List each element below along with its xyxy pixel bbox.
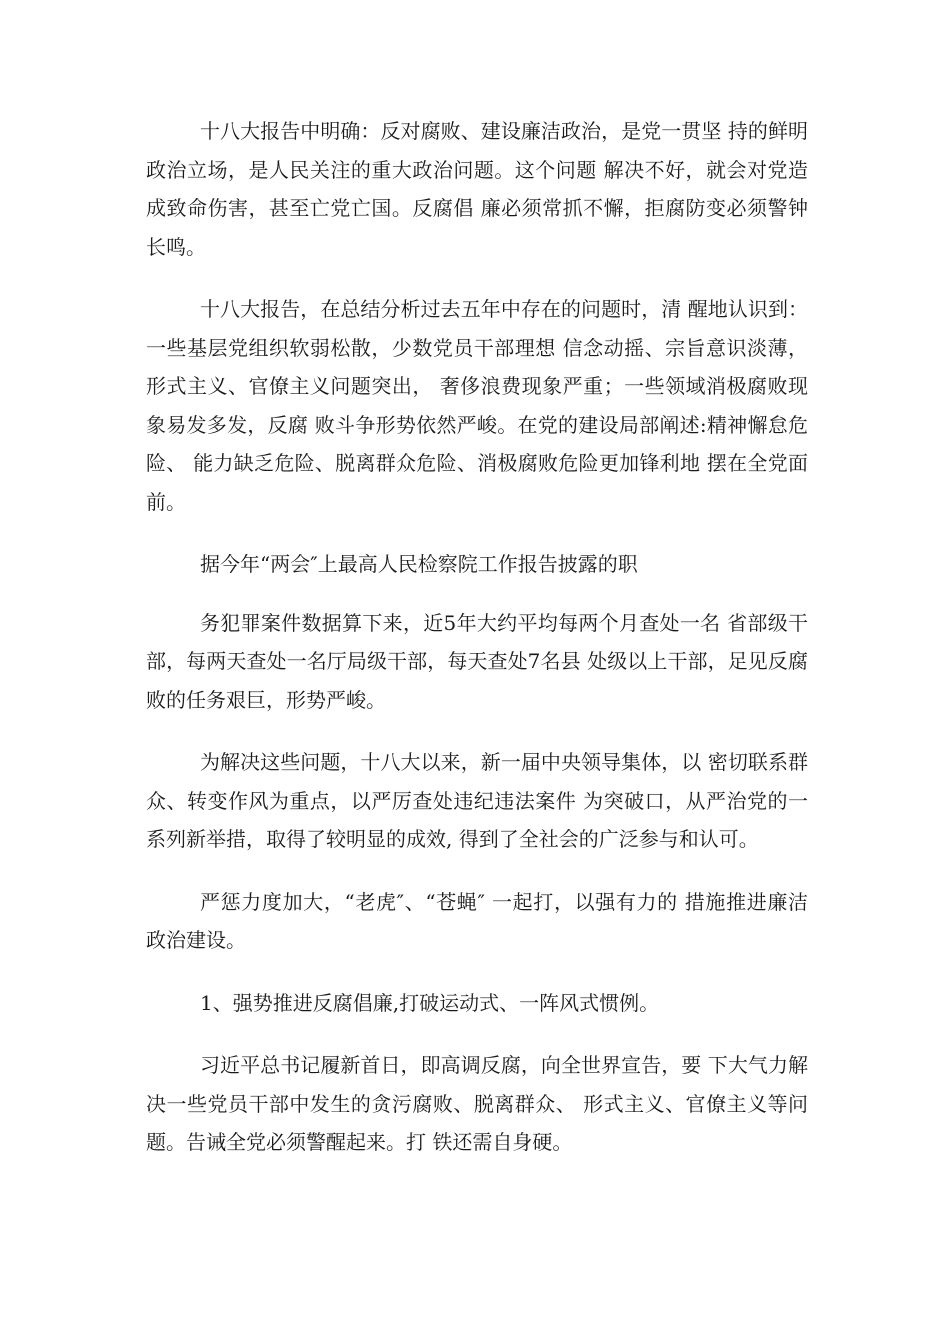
paragraph-4: 务犯罪案件数据算下来，近5年大约平均每两个月查处一名 省部级干部，每两天查处一名厅局级干部，每天查处7名县 处级以上干部，足见反腐败的任务艰巨，形势严峻。 xyxy=(146,610,808,712)
paragraph-2: 十八大报告，在总结分析过去五年中存在的问题时，清 醒地认识到：一些基层党组织软弱松散，少数党员干部理想 信念动摇、宗旨意识淡薄，形式主义、官僚主义问题突出， 奢侈浪费现象严重；一些领域消极腐败现象易发多发，反腐 败斗争形势依然严峻。在党的建设局部阐述:精神懈怠危险、 能力缺乏危险、脱离群众危险、消极腐败危险更加锋利地 摆在全党面前。 xyxy=(146,297,808,514)
paragraph-7: 1、强势推进反腐倡廉,打破运动式、一阵风式惯例。 xyxy=(200,990,660,1015)
paragraph-3: 据今年“两会″上最高人民检察院工作报告披露的职 xyxy=(200,552,638,576)
paragraph-8: 习近平总书记履新首日，即高调反腐，向全世界宣告，要 下大气力解决一些党员干部中发生的贪污腐败、脱离群众、 形式主义、官僚主义等问题。告诫全党必须警醒起来。打 铁还需自身硬。 xyxy=(146,1053,808,1154)
paragraph-5: 为解决这些问题，十八大以来，新一届中央领导集体，以 密切联系群众、转变作风为重点，以严厉查处违纪违法案件 为突破口，从严治党的一系列新举措，取得了较明显的成效, 得到了全社会的广泛参与和认可。 xyxy=(146,750,808,851)
document-page xyxy=(146,112,808,1186)
paragraph-6: 严惩力度加大，“老虎″、“苍蝇″ 一起打，以强有力的 措施推进廉洁政治建设。 xyxy=(146,889,808,952)
paragraph-1: 十八大报告中明确：反对腐败、建设廉洁政治，是党一贯坚 持的鲜明政治立场，是人民关注的重大政治问题。这个问题 解决不好，就会对党造成致命伤害，甚至亡党亡国。反腐倡 廉必须常抓不懈，拒腐防变必须警钟长鸣。 xyxy=(146,119,808,259)
